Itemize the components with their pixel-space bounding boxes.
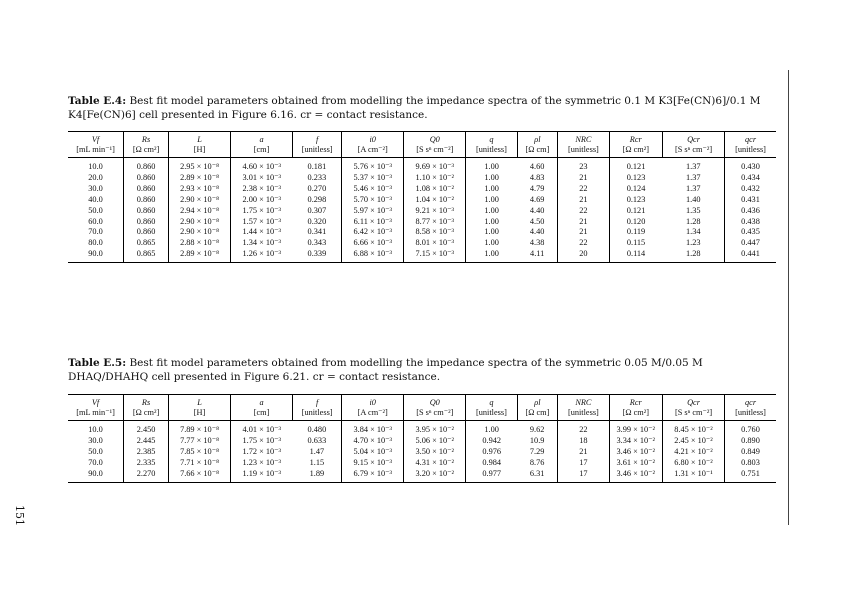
table-cell: 1.23 × 10⁻³ xyxy=(231,458,293,469)
table-cell: 8.01 × 10⁻³ xyxy=(404,238,466,249)
table-cell: 0.430 xyxy=(725,158,776,173)
col-header-symbol: NRC xyxy=(558,132,609,146)
col-header-symbol: f xyxy=(293,132,342,146)
col-header-unit: [unitless] xyxy=(293,145,342,158)
table-cell: 1.26 × 10⁻³ xyxy=(231,249,293,262)
table-cell: 22 xyxy=(558,206,609,217)
table-cell: 0.120 xyxy=(609,217,662,228)
table-cell: 0.760 xyxy=(725,421,776,436)
table-cell: 1.00 xyxy=(466,173,517,184)
table-cell: 2.335 xyxy=(124,458,169,469)
col-header-symbol: Qcr xyxy=(663,132,725,146)
col-header-symbol: q xyxy=(466,395,517,409)
table-cell: 2.89 × 10⁻⁸ xyxy=(169,249,231,262)
table-cell: 7.71 × 10⁻⁸ xyxy=(169,458,231,469)
col-header-unit: [Ω cm²] xyxy=(124,145,169,158)
table-cell: 21 xyxy=(558,173,609,184)
table-e5-header-units xyxy=(68,408,776,421)
table-e4-header-symbols xyxy=(68,132,776,146)
col-header-symbol: a xyxy=(231,132,293,146)
table-row xyxy=(68,227,776,238)
table-cell: 8.45 × 10⁻² xyxy=(663,421,725,436)
table-cell: 0.865 xyxy=(124,249,169,262)
table-cell: 0.434 xyxy=(725,173,776,184)
col-header-unit: [Ω cm] xyxy=(517,408,558,421)
table-cell: 1.04 × 10⁻² xyxy=(404,195,466,206)
table-e4-caption xyxy=(68,94,782,122)
table-cell: 7.15 × 10⁻³ xyxy=(404,249,466,262)
col-header-unit: [A cm⁻²] xyxy=(342,408,404,421)
table-cell: 1.08 × 10⁻² xyxy=(404,184,466,195)
table-cell: 0.233 xyxy=(307,172,327,182)
table-cell: 2.445 xyxy=(124,436,169,447)
col-header-symbol: q xyxy=(466,132,517,146)
table-cell: 3.84 × 10⁻³ xyxy=(342,421,404,436)
table-cell: 5.04 × 10⁻³ xyxy=(342,447,404,458)
col-header-unit: [unitless] xyxy=(725,145,776,158)
table-cell: 50.0 xyxy=(88,205,103,215)
table-cell: 6.80 × 10⁻² xyxy=(663,458,725,469)
col-header-unit: [cm] xyxy=(231,408,293,421)
table-cell: 0.860 xyxy=(124,227,169,238)
table-cell: 4.01 × 10⁻³ xyxy=(231,421,293,436)
table-cell: 3.95 × 10⁻² xyxy=(404,421,466,436)
table-cell: 0.270 xyxy=(307,183,327,193)
table-cell: 1.75 × 10⁻³ xyxy=(231,436,293,447)
table-cell: 3.99 × 10⁻² xyxy=(609,421,662,436)
table-row xyxy=(68,421,776,436)
table-cell: 8.58 × 10⁻³ xyxy=(404,227,466,238)
col-header-symbol: ρl xyxy=(517,132,558,146)
table-cell: 2.385 xyxy=(124,447,169,458)
table-cell: 4.60 × 10⁻³ xyxy=(231,158,293,173)
table-cell: 6.31 xyxy=(517,469,558,482)
col-header-unit: [unitless] xyxy=(466,408,517,421)
table-row xyxy=(68,184,776,195)
table-cell: 70.0 xyxy=(88,457,103,467)
table-cell: 4.83 xyxy=(529,172,545,182)
table-cell: 1.34 × 10⁻³ xyxy=(231,238,293,249)
table-cell: 1.23 xyxy=(686,238,701,248)
table-cell: 0.298 xyxy=(307,194,327,204)
table-cell: 5.70 × 10⁻³ xyxy=(342,195,404,206)
table-cell: 3.61 × 10⁻² xyxy=(609,458,662,469)
table-row xyxy=(68,436,776,447)
table-cell: 7.29 xyxy=(529,446,545,456)
table-cell: 2.90 × 10⁻⁸ xyxy=(169,217,231,228)
table-cell: 2.90 × 10⁻⁸ xyxy=(169,227,231,238)
table-cell: 0.123 xyxy=(609,173,662,184)
col-header-unit: [unitless] xyxy=(558,145,609,158)
table-cell: 1.35 xyxy=(686,205,701,215)
table-cell: 0.890 xyxy=(725,436,776,447)
col-header-unit: [mL min⁻¹] xyxy=(68,408,124,421)
table-cell: 2.45 × 10⁻² xyxy=(663,436,725,447)
table-cell: 1.57 × 10⁻³ xyxy=(231,217,293,228)
col-header-symbol: L xyxy=(169,395,231,409)
col-header-unit: [Ω cm] xyxy=(517,145,558,158)
col-header-symbol: NRC xyxy=(558,395,609,409)
col-header-symbol: L xyxy=(169,132,231,146)
table-row xyxy=(68,173,776,184)
table-row xyxy=(68,217,776,228)
table-cell: 0.865 xyxy=(124,238,169,249)
col-header-symbol: qcr xyxy=(725,132,776,146)
table-cell: 1.37 xyxy=(686,172,701,182)
table-cell: 21 xyxy=(558,217,609,228)
col-header-unit: [unitless] xyxy=(466,145,517,158)
table-cell: 20 xyxy=(558,249,609,262)
table-cell: 21 xyxy=(558,195,609,206)
col-header-symbol: Q0 xyxy=(404,132,466,146)
table-cell: 0.860 xyxy=(124,184,169,195)
table-cell: 1.75 × 10⁻³ xyxy=(231,206,293,217)
table-cell: 80.0 xyxy=(88,238,103,248)
col-header-symbol: ρl xyxy=(517,395,558,409)
table-cell: 0.438 xyxy=(725,217,776,228)
table-cell: 6.42 × 10⁻³ xyxy=(342,227,404,238)
table-cell: 22 xyxy=(558,184,609,195)
table-cell: 6.66 × 10⁻³ xyxy=(342,238,404,249)
col-header-unit: [A cm⁻²] xyxy=(342,145,404,158)
table-cell: 0.119 xyxy=(609,227,662,238)
table-e5-caption-label: Table E.5: xyxy=(68,357,127,369)
table-row xyxy=(68,469,776,482)
table-row xyxy=(68,158,776,173)
table-cell: 0.849 xyxy=(725,447,776,458)
col-header-symbol: Q0 xyxy=(404,395,466,409)
col-header-unit: [S sⁿ cm⁻²] xyxy=(404,408,466,421)
table-e4-caption-label: Table E.4: xyxy=(68,95,127,107)
col-header-unit: [H] xyxy=(169,145,231,158)
table-cell: 8.76 xyxy=(529,457,545,467)
table-cell: 4.38 xyxy=(529,238,545,248)
table-cell: 2.270 xyxy=(124,469,169,482)
table-cell: 7.66 × 10⁻⁸ xyxy=(169,469,231,482)
table-cell: 1.19 × 10⁻³ xyxy=(231,469,293,482)
table-cell: 1.00 xyxy=(466,158,517,173)
table-cell: 3.46 × 10⁻² xyxy=(609,469,662,482)
table-e4 xyxy=(68,131,776,263)
table-cell: 1.00 xyxy=(466,238,517,249)
table-e5 xyxy=(68,394,776,483)
table-cell: 4.70 × 10⁻³ xyxy=(342,436,404,447)
table-cell: 0.115 xyxy=(609,238,662,249)
table-cell: 90.0 xyxy=(68,469,124,482)
table-cell: 0.435 xyxy=(725,227,776,238)
table-cell: 0.307 xyxy=(307,205,327,215)
col-header-symbol: Rcr xyxy=(609,395,662,409)
col-header-symbol: Rcr xyxy=(609,132,662,146)
table-cell: 22 xyxy=(558,421,609,436)
table-cell: 1.00 xyxy=(466,249,517,262)
table-cell: 5.97 × 10⁻³ xyxy=(342,206,404,217)
table-cell: 0.860 xyxy=(124,217,169,228)
table-cell: 4.21 × 10⁻² xyxy=(663,447,725,458)
table-e5-body xyxy=(68,421,776,483)
table-e4-body xyxy=(68,158,776,263)
table-cell: 1.00 xyxy=(466,206,517,217)
table-cell: 3.01 × 10⁻³ xyxy=(231,173,293,184)
table-row xyxy=(68,458,776,469)
table-cell: 4.40 xyxy=(529,227,545,237)
table-cell: 1.31 × 10⁻¹ xyxy=(663,469,725,482)
col-header-symbol: Vf xyxy=(68,132,124,146)
table-cell: 7.77 × 10⁻⁸ xyxy=(169,436,231,447)
col-header-symbol: Qcr xyxy=(663,395,725,409)
col-header-unit: [Ω cm²] xyxy=(124,408,169,421)
col-header-symbol: i0 xyxy=(342,132,404,146)
table-row xyxy=(68,249,776,262)
table-cell: 4.50 xyxy=(529,216,545,226)
table-row xyxy=(68,447,776,458)
table-cell: 0.984 xyxy=(466,458,517,469)
table-cell: 1.00 xyxy=(466,227,517,238)
col-header-unit: [unitless] xyxy=(293,408,342,421)
table-cell: 1.15 xyxy=(309,457,325,467)
table-cell: 1.28 xyxy=(686,216,701,226)
table-cell: 2.38 × 10⁻³ xyxy=(231,184,293,195)
table-cell: 5.76 × 10⁻³ xyxy=(342,158,404,173)
table-cell: 0.124 xyxy=(609,184,662,195)
table-cell: 0.977 xyxy=(466,469,517,482)
table-cell: 2.450 xyxy=(124,421,169,436)
table-cell: 7.85 × 10⁻⁸ xyxy=(169,447,231,458)
table-cell: 4.69 xyxy=(529,194,545,204)
table-cell: 1.00 xyxy=(466,195,517,206)
table-cell: 2.94 × 10⁻⁸ xyxy=(169,206,231,217)
table-cell: 40.0 xyxy=(88,194,103,204)
table-cell: 7.89 × 10⁻⁸ xyxy=(169,421,231,436)
col-header-unit: [unitless] xyxy=(725,408,776,421)
table-cell: 0.942 xyxy=(466,436,517,447)
table-cell: 0.121 xyxy=(609,206,662,217)
table-cell: 0.181 xyxy=(307,162,327,171)
table-cell: 5.37 × 10⁻³ xyxy=(342,173,404,184)
table-cell: 1.10 × 10⁻² xyxy=(404,173,466,184)
table-cell: 0.976 xyxy=(466,447,517,458)
table-cell: 1.37 xyxy=(686,183,701,193)
table-cell: 6.11 × 10⁻³ xyxy=(342,217,404,228)
table-cell: 2.93 × 10⁻⁸ xyxy=(169,184,231,195)
table-cell: 1.00 xyxy=(466,217,517,228)
table-cell: 30.0 xyxy=(88,435,103,445)
table-cell: 2.90 × 10⁻⁸ xyxy=(169,195,231,206)
table-row xyxy=(68,195,776,206)
table-cell: 2.88 × 10⁻⁸ xyxy=(169,238,231,249)
table-cell: 1.00 xyxy=(466,421,517,436)
table-cell: 1.28 xyxy=(663,249,725,262)
table-cell: 0.431 xyxy=(725,195,776,206)
table-cell: 4.79 xyxy=(529,183,545,193)
table-row xyxy=(68,206,776,217)
table-cell: 5.46 × 10⁻³ xyxy=(342,184,404,195)
table-cell: 2.89 × 10⁻⁸ xyxy=(169,173,231,184)
table-cell: 0.860 xyxy=(124,206,169,217)
table-cell: 0.447 xyxy=(725,238,776,249)
table-cell: 0.803 xyxy=(725,458,776,469)
table-cell: 8.77 × 10⁻³ xyxy=(404,217,466,228)
table-cell: 1.37 xyxy=(686,162,701,171)
col-header-symbol: Vf xyxy=(68,395,124,409)
table-cell: 0.860 xyxy=(124,158,169,173)
col-header-symbol: f xyxy=(293,395,342,409)
table-e5-caption xyxy=(68,356,782,384)
col-header-unit: [S sⁿ cm⁻²] xyxy=(404,145,466,158)
col-header-symbol: a xyxy=(231,395,293,409)
table-cell: 23 xyxy=(558,158,609,173)
table-cell: 9.21 × 10⁻³ xyxy=(404,206,466,217)
table-cell: 20.0 xyxy=(88,172,103,182)
table-cell: 0.480 xyxy=(307,425,327,434)
col-header-unit: [unitless] xyxy=(558,408,609,421)
col-header-unit: [Ω cm²] xyxy=(609,145,662,158)
table-cell: 0.339 xyxy=(293,249,342,262)
table-e4-header-units xyxy=(68,145,776,158)
table-cell: 90.0 xyxy=(68,249,124,262)
col-header-unit: [H] xyxy=(169,408,231,421)
table-cell: 3.50 × 10⁻² xyxy=(404,447,466,458)
col-header-unit: [S sⁿ cm⁻²] xyxy=(663,408,725,421)
table-cell: 2.00 × 10⁻³ xyxy=(231,195,293,206)
col-header-symbol: qcr xyxy=(725,395,776,409)
table-cell: 18 xyxy=(558,436,609,447)
table-cell: 0.751 xyxy=(725,469,776,482)
table-cell: 1.89 xyxy=(293,469,342,482)
table-cell: 9.69 × 10⁻³ xyxy=(404,158,466,173)
table-cell: 70.0 xyxy=(88,227,103,237)
table-cell: 9.62 xyxy=(529,425,545,434)
table-row xyxy=(68,238,776,249)
table-cell: 3.20 × 10⁻² xyxy=(404,469,466,482)
table-cell: 1.44 × 10⁻³ xyxy=(231,227,293,238)
col-header-unit: [Ω cm²] xyxy=(609,408,662,421)
col-header-symbol: Rs xyxy=(124,132,169,146)
table-cell: 5.06 × 10⁻² xyxy=(404,436,466,447)
table-cell: 30.0 xyxy=(88,183,103,193)
table-e4-caption-text: Best fit model parameters obtained from modelling the impedance spectra of the symmetric 0.1 M K3[Fe(CN)6]/0.1 M K4[Fe(CN)6] cell presented in Figure 6.16. cr = contact resistance. xyxy=(68,95,761,121)
table-cell: 0.320 xyxy=(307,216,327,226)
table-cell: 0.341 xyxy=(307,227,327,237)
table-cell: 0.436 xyxy=(725,206,776,217)
table-cell: 9.15 × 10⁻³ xyxy=(342,458,404,469)
table-cell: 22 xyxy=(558,238,609,249)
table-cell: 0.441 xyxy=(725,249,776,262)
table-cell: 4.40 xyxy=(529,205,545,215)
table-cell: 1.47 xyxy=(309,446,325,456)
col-header-unit: [S sⁿ cm⁻²] xyxy=(663,145,725,158)
table-cell: 0.633 xyxy=(307,435,327,445)
col-header-symbol: i0 xyxy=(342,395,404,409)
table-cell: 3.34 × 10⁻² xyxy=(609,436,662,447)
table-cell: 4.31 × 10⁻² xyxy=(404,458,466,469)
table-e5-caption-text: Best fit model parameters obtained from modelling the impedance spectra of the symmetric 0.05 M/0.05 M DHAQ/DHAHQ cell presented in Figure 6.21. cr = contact resistance. xyxy=(68,357,703,383)
table-cell: 0.114 xyxy=(609,249,662,262)
table-cell: 0.432 xyxy=(725,184,776,195)
table-cell: 1.00 xyxy=(466,184,517,195)
table-cell: 0.121 xyxy=(609,158,662,173)
table-cell: 50.0 xyxy=(88,446,103,456)
col-header-unit: [mL min⁻¹] xyxy=(68,145,124,158)
table-cell: 3.46 × 10⁻² xyxy=(609,447,662,458)
table-cell: 2.95 × 10⁻⁸ xyxy=(169,158,231,173)
table-cell: 0.860 xyxy=(124,173,169,184)
table-cell: 6.79 × 10⁻³ xyxy=(342,469,404,482)
table-cell: 0.123 xyxy=(609,195,662,206)
table-cell: 21 xyxy=(558,227,609,238)
table-cell: 1.72 × 10⁻³ xyxy=(231,447,293,458)
table-cell: 1.40 xyxy=(686,194,701,204)
table-cell: 4.60 xyxy=(529,162,545,171)
table-cell: 17 xyxy=(558,458,609,469)
table-e5-header-symbols xyxy=(68,395,776,409)
page-margin-rule xyxy=(788,70,789,525)
table-cell: 10.0 xyxy=(88,425,103,434)
table-cell: 0.343 xyxy=(307,238,327,248)
table-cell: 1.34 xyxy=(686,227,701,237)
table-cell: 6.88 × 10⁻³ xyxy=(342,249,404,262)
table-cell: 21 xyxy=(558,447,609,458)
page-number: 151 xyxy=(13,505,26,526)
table-cell: 10.0 xyxy=(88,162,103,171)
col-header-unit: [cm] xyxy=(231,145,293,158)
table-cell: 10.9 xyxy=(529,435,545,445)
table-cell: 4.11 xyxy=(517,249,558,262)
col-header-symbol: Rs xyxy=(124,395,169,409)
table-cell: 0.860 xyxy=(124,195,169,206)
table-cell: 17 xyxy=(558,469,609,482)
table-cell: 60.0 xyxy=(88,216,103,226)
